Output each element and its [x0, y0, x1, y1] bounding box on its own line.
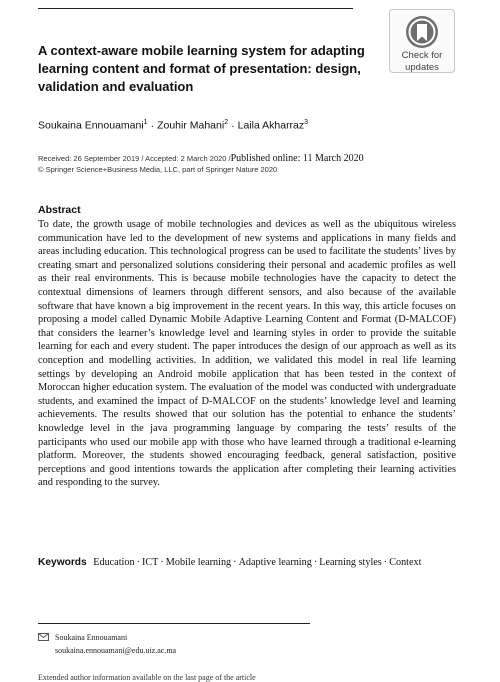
author-name[interactable]: Soukaina Ennouamani: [38, 119, 144, 132]
author-separator: ·: [150, 119, 155, 132]
author-name[interactable]: Zouhir Mahani: [157, 119, 225, 132]
keyword-item: Context: [389, 557, 422, 568]
author-list: [38, 119, 458, 132]
keyword-separator: ·: [233, 557, 237, 568]
author-affiliation-mark: 2: [224, 119, 229, 126]
keyword-separator: ·: [383, 557, 388, 568]
keyword-item: Learning styles: [319, 557, 382, 568]
author-name[interactable]: Laila Akharraz: [237, 119, 305, 132]
footnote-rule: [38, 623, 310, 624]
received-accepted-dates: Received: 26 September 2019 / Accepted: 2 March 2020 /: [38, 154, 231, 163]
keyword-item: Education: [93, 557, 135, 568]
author-separator: ·: [231, 119, 235, 132]
paper-title: A context-aware mobile learning system for adapting learning content and format of presentation: design, validation and evaluation: [38, 43, 365, 94]
abstract-text: To date, the growth usage of mobile technologies and devices as well as the ubiquitous wireless communication have led to the development of new systems and applications in many fields and areas including education. This technological progress can be used to facilitate the students’ lives by creating smart and personalized solutions considering their personal and academic profiles as well as their real environments. This is because mobile technologies have the capacity to detect the contextual dimensions of learners through different sensors, and also because of the available software that have known a big improvement in the recent years. In this way, this article focuses on proposing a model called Dynamic Mobile Adaptive Learning Content and Format (D-MALCOF) that considers the learner’s knowledge level and learning styles in order to provide the suitable learning for each and every student. The paper introduces the design of our approach as well as its conception and modelling activities. In addition, we validated this model in real life learning settings by developing an Android mobile application that has been tested in the context of Moroccan higher education system. The evaluation of the model was conducted with undergraduate students, and examined the impact of D-MALCOF on the students’ knowledge level and learning achievements. The results showed that our solution has the potential to enhance the students’ knowledge level in the java programming language by comparing the tests’ results of the participants who used our mobile app with those who have learned through a traditional e-learning platform. Moreover, the students showed encouraging feedback, general satisfaction, positive perceptions and good intentions towards the application after completing their learning activities and responding to the survey.: [38, 219, 456, 489]
keywords-line: [38, 557, 458, 568]
keywords-label: Keywords: [38, 557, 87, 568]
keyword-item: Adaptive learning: [238, 557, 312, 568]
badge-label-line2: updates: [405, 62, 439, 73]
author-affiliation-mark: 1: [143, 119, 148, 126]
author-info-footnote: Extended author information available on the last page of the article: [38, 673, 256, 682]
check-for-updates-badge[interactable]: [389, 9, 455, 73]
author-affiliation-mark: 3: [304, 119, 309, 126]
keyword-separator: ·: [136, 557, 140, 568]
keyword-separator: ·: [313, 557, 318, 568]
corresponding-author-name: Soukaina Ennouamani: [55, 633, 128, 642]
bookmark-icon: [405, 15, 439, 49]
envelope-icon: [38, 633, 49, 645]
copyright-notice: © Springer Science+Business Media, LLC, part of Springer Nature 2020: [38, 165, 278, 174]
corresponding-author: [38, 632, 458, 657]
header-rule: [38, 8, 353, 9]
keyword-item: ICT: [141, 557, 159, 568]
publication-dates: [38, 153, 468, 175]
published-online-date: Published online: 11 March 2020: [230, 153, 364, 164]
corresponding-author-email[interactable]: soukaina.ennouamani@edu.uiz.ac.ma: [55, 646, 177, 655]
abstract-heading: Abstract: [38, 204, 81, 216]
keyword-item: Mobile learning: [165, 557, 232, 568]
badge-label-line1: Check for: [401, 50, 443, 61]
keyword-separator: ·: [160, 557, 164, 568]
